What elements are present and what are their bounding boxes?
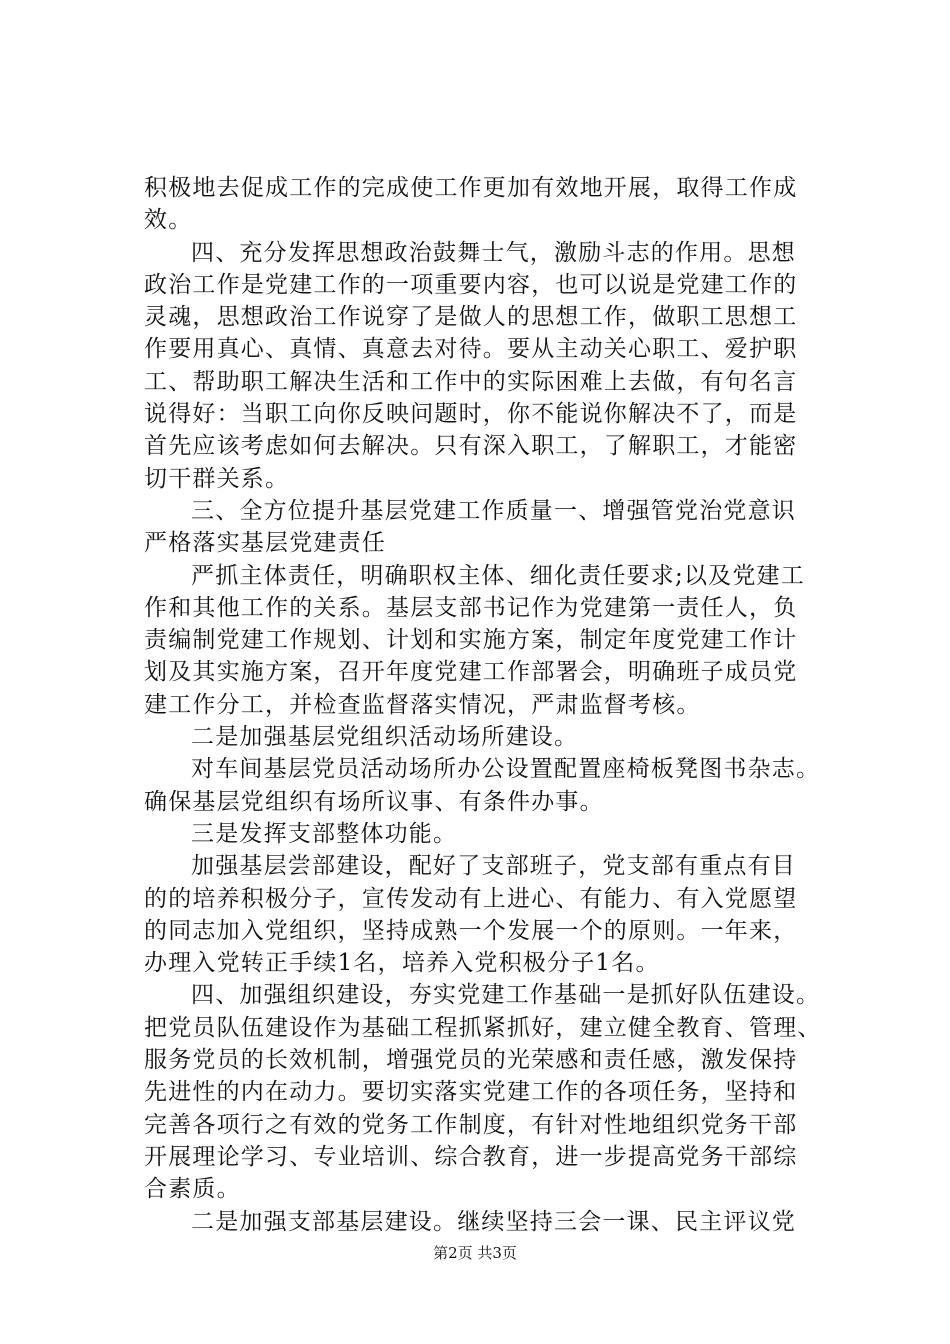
text-line: 的的培养积极分子，宣传发动有上进心、有能力、有入党愿望 (144, 885, 798, 912)
text-line: 确保基层党组织有场所议事、有条件办事。 (144, 788, 604, 815)
text-line: 加强基层尝部建设，配好了支部班子，党支部有重点有目 (191, 853, 796, 880)
text-line: 政治工作是党建工作的一项重要内容，也可以说是党建工作的 (144, 271, 798, 298)
text-line: 效。 (144, 207, 193, 234)
text-line: 严格落实基层党建责任 (144, 530, 386, 557)
text-line: 作和其他工作的关系。基层支部书记作为党建第一责任人，负 (144, 594, 798, 621)
text-line: 责编制党建工作规划、计划和实施方案，制定年度党建工作计 (144, 627, 798, 654)
text-line: 完善各项行之有效的党务工作制度，有针对性地组织党务干部 (144, 1111, 798, 1138)
text-line: 的同志加入党组织，坚持成熟一个发展一个的原则。一年来， (144, 917, 798, 944)
text-line: 把党员队伍建设作为基础工程抓紧抓好，建立健全教育、管理、 (144, 1014, 822, 1041)
page-footer: 第2页 共3页 (433, 1244, 517, 1262)
body-text (144, 172, 834, 1238)
text-line: 严抓主体责任，明确职权主体、细化责任要求;以及党建工 (191, 562, 805, 589)
text-line: 积极地去促成工作的完成使工作更加有效地开展，取得工作成 (144, 175, 798, 201)
text-line: 划及其实施方案，召开年度党建工作部署会，明确班子成员党 (144, 659, 798, 686)
text-line: 三、全方位提升基层党建工作质量一、增强管党治党意识 (191, 497, 796, 524)
text-line: 服务党员的长效机制，增强党员的光荣感和责任感，激发保持 (144, 1047, 798, 1074)
text-line: 工、帮助职工解决生活和工作中的实际困难上去做，有句名言 (144, 368, 798, 395)
text-line: 首先应该考虑如何去解决。只有深入职工，了解职工，才能密 (144, 433, 798, 460)
text-line: 合素质。 (144, 1176, 241, 1203)
text-line: 建工作分工，并检查监督落实情况，严肃监督考核。 (144, 691, 701, 718)
text-line: 说得好：当职工向你反映问题时，你不能说你解决不了，而是 (144, 401, 798, 428)
text-line: 办理入党转正手续1名，培养入党积极分子1名。 (144, 950, 660, 977)
text-line: 切干群关系。 (144, 465, 290, 492)
text-line: 先进性的内在动力。要切实落实党建工作的各项任务，坚持和 (144, 1079, 798, 1106)
text-line: 灵魂，思想政治工作说穿了是做人的思想工作，做职工思想工 (144, 304, 798, 331)
text-line: 对车间基层党员活动场所办公设置配置座椅板凳图书杂志。 (191, 756, 821, 783)
text-line: 二是加强基层党组织活动场所建设。 (191, 724, 579, 751)
text-line: 三是发挥支部整体功能。 (191, 820, 458, 847)
text-line: 作要用真心、真情、真意去对待。要从主动关心职工、爱护职 (144, 336, 798, 363)
text-line: 四、加强组织建设，夯实党建工作基础一是抓好队伍建设。 (191, 982, 821, 1009)
text-line: 四、充分发挥思想政治鼓舞士气，激励斗志的作用。思想 (191, 239, 796, 266)
text-line: 二是加强支部基层建设。继续坚持三会一课、民主评议党 (191, 1208, 796, 1235)
text-line: 开展理论学习、专业培训、综合教育，进一步提高党务干部综 (144, 1143, 798, 1170)
